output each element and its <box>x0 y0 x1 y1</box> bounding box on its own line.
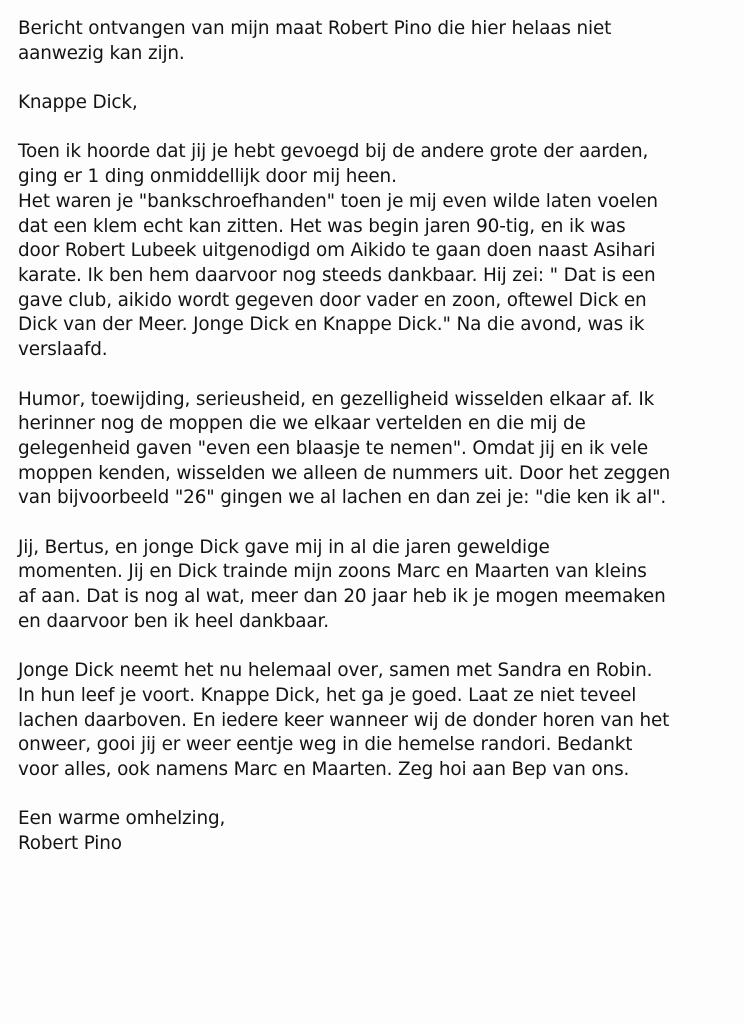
signature-name: Robert Pino <box>18 833 122 855</box>
signature-block <box>18 807 734 856</box>
text-line: Toen ik hoorde dat jij je hebt gevoegd bij de andere grote der aarden, <box>18 141 649 163</box>
text-line: verslaafd. <box>18 339 108 361</box>
text-line: Dick van der Meer. Jonge Dick en Knappe Dick." Na die avond, was ik <box>18 314 645 336</box>
text-line: Jonge Dick neemt het nu helemaal over, samen met Sandra en Robin. <box>18 660 653 682</box>
text-line: aanwezig kan zijn. <box>18 42 185 64</box>
intro-paragraph <box>18 17 734 66</box>
text-line: moppen kenden, wisselden we alleen de nummers uit. Door het zeggen <box>18 462 671 484</box>
text-line: af aan. Dat is nog al wat, meer dan 20 jaar heb ik je mogen meemaken <box>18 586 666 608</box>
closing-line: Een warme omhelzing, <box>18 808 226 830</box>
text-line: Het waren je "bankschroefhanden" toen je mij even wilde laten voelen <box>18 190 658 212</box>
text-line: lachen daarboven. En iedere keer wanneer wij de donder horen van het <box>18 709 670 731</box>
text-line: Jij, Bertus, en jonge Dick gave mij in al die jaren geweldige <box>18 536 550 558</box>
paragraph-moments <box>18 536 734 635</box>
text-line: en daarvoor ben ik heel dankbaar. <box>18 610 329 632</box>
text-line: In hun leef je voort. Knappe Dick, het ga je goed. Laat ze niet teveel <box>18 684 637 706</box>
paragraph-memory <box>18 140 734 362</box>
text-line: gave club, aikido wordt gegeven door vader en zoon, oftewel Dick en <box>18 289 647 311</box>
text-line: gelegenheid gaven "even een blaasje te nemen". Omdat jij en ik vele <box>18 437 649 459</box>
text-line: van bijvoorbeeld "26" gingen we al lachen en dan zei je: "die ken ik al". <box>18 487 667 509</box>
letter-body <box>18 17 734 857</box>
text-line: voor alles, ook namens Marc en Maarten. Zeg hoi aan Bep van ons. <box>18 759 630 781</box>
text-line: dat een klem echt kan zitten. Het was begin jaren 90-tig, en ik was <box>18 215 626 237</box>
text-line: momenten. Jij en Dick trainde mijn zoons Marc en Maarten van kleins <box>18 561 647 583</box>
text-line: herinner nog de moppen die we elkaar vertelden en die mij de <box>18 413 586 435</box>
salutation <box>18 91 734 116</box>
text-line: ging er 1 ding onmiddellijk door mij heen. <box>18 166 397 188</box>
paragraph-humor <box>18 388 734 512</box>
text-line: onweer, gooi jij er weer eentje weg in die hemelse randori. Bedankt <box>18 734 633 756</box>
text-line: Humor, toewijding, serieusheid, en gezelligheid wisselden elkaar af. Ik <box>18 388 655 410</box>
text-line: Bericht ontvangen van mijn maat Robert Pino die hier helaas niet <box>18 18 612 39</box>
salutation-line: Knappe Dick, <box>18 92 138 114</box>
text-line: door Robert Lubeek uitgenodigd om Aikido te gaan doen naast Asihari <box>18 240 656 262</box>
paragraph-farewell <box>18 659 734 783</box>
text-line: karate. Ik ben hem daarvoor nog steeds dankbaar. Hij zei: " Dat is een <box>18 265 656 286</box>
